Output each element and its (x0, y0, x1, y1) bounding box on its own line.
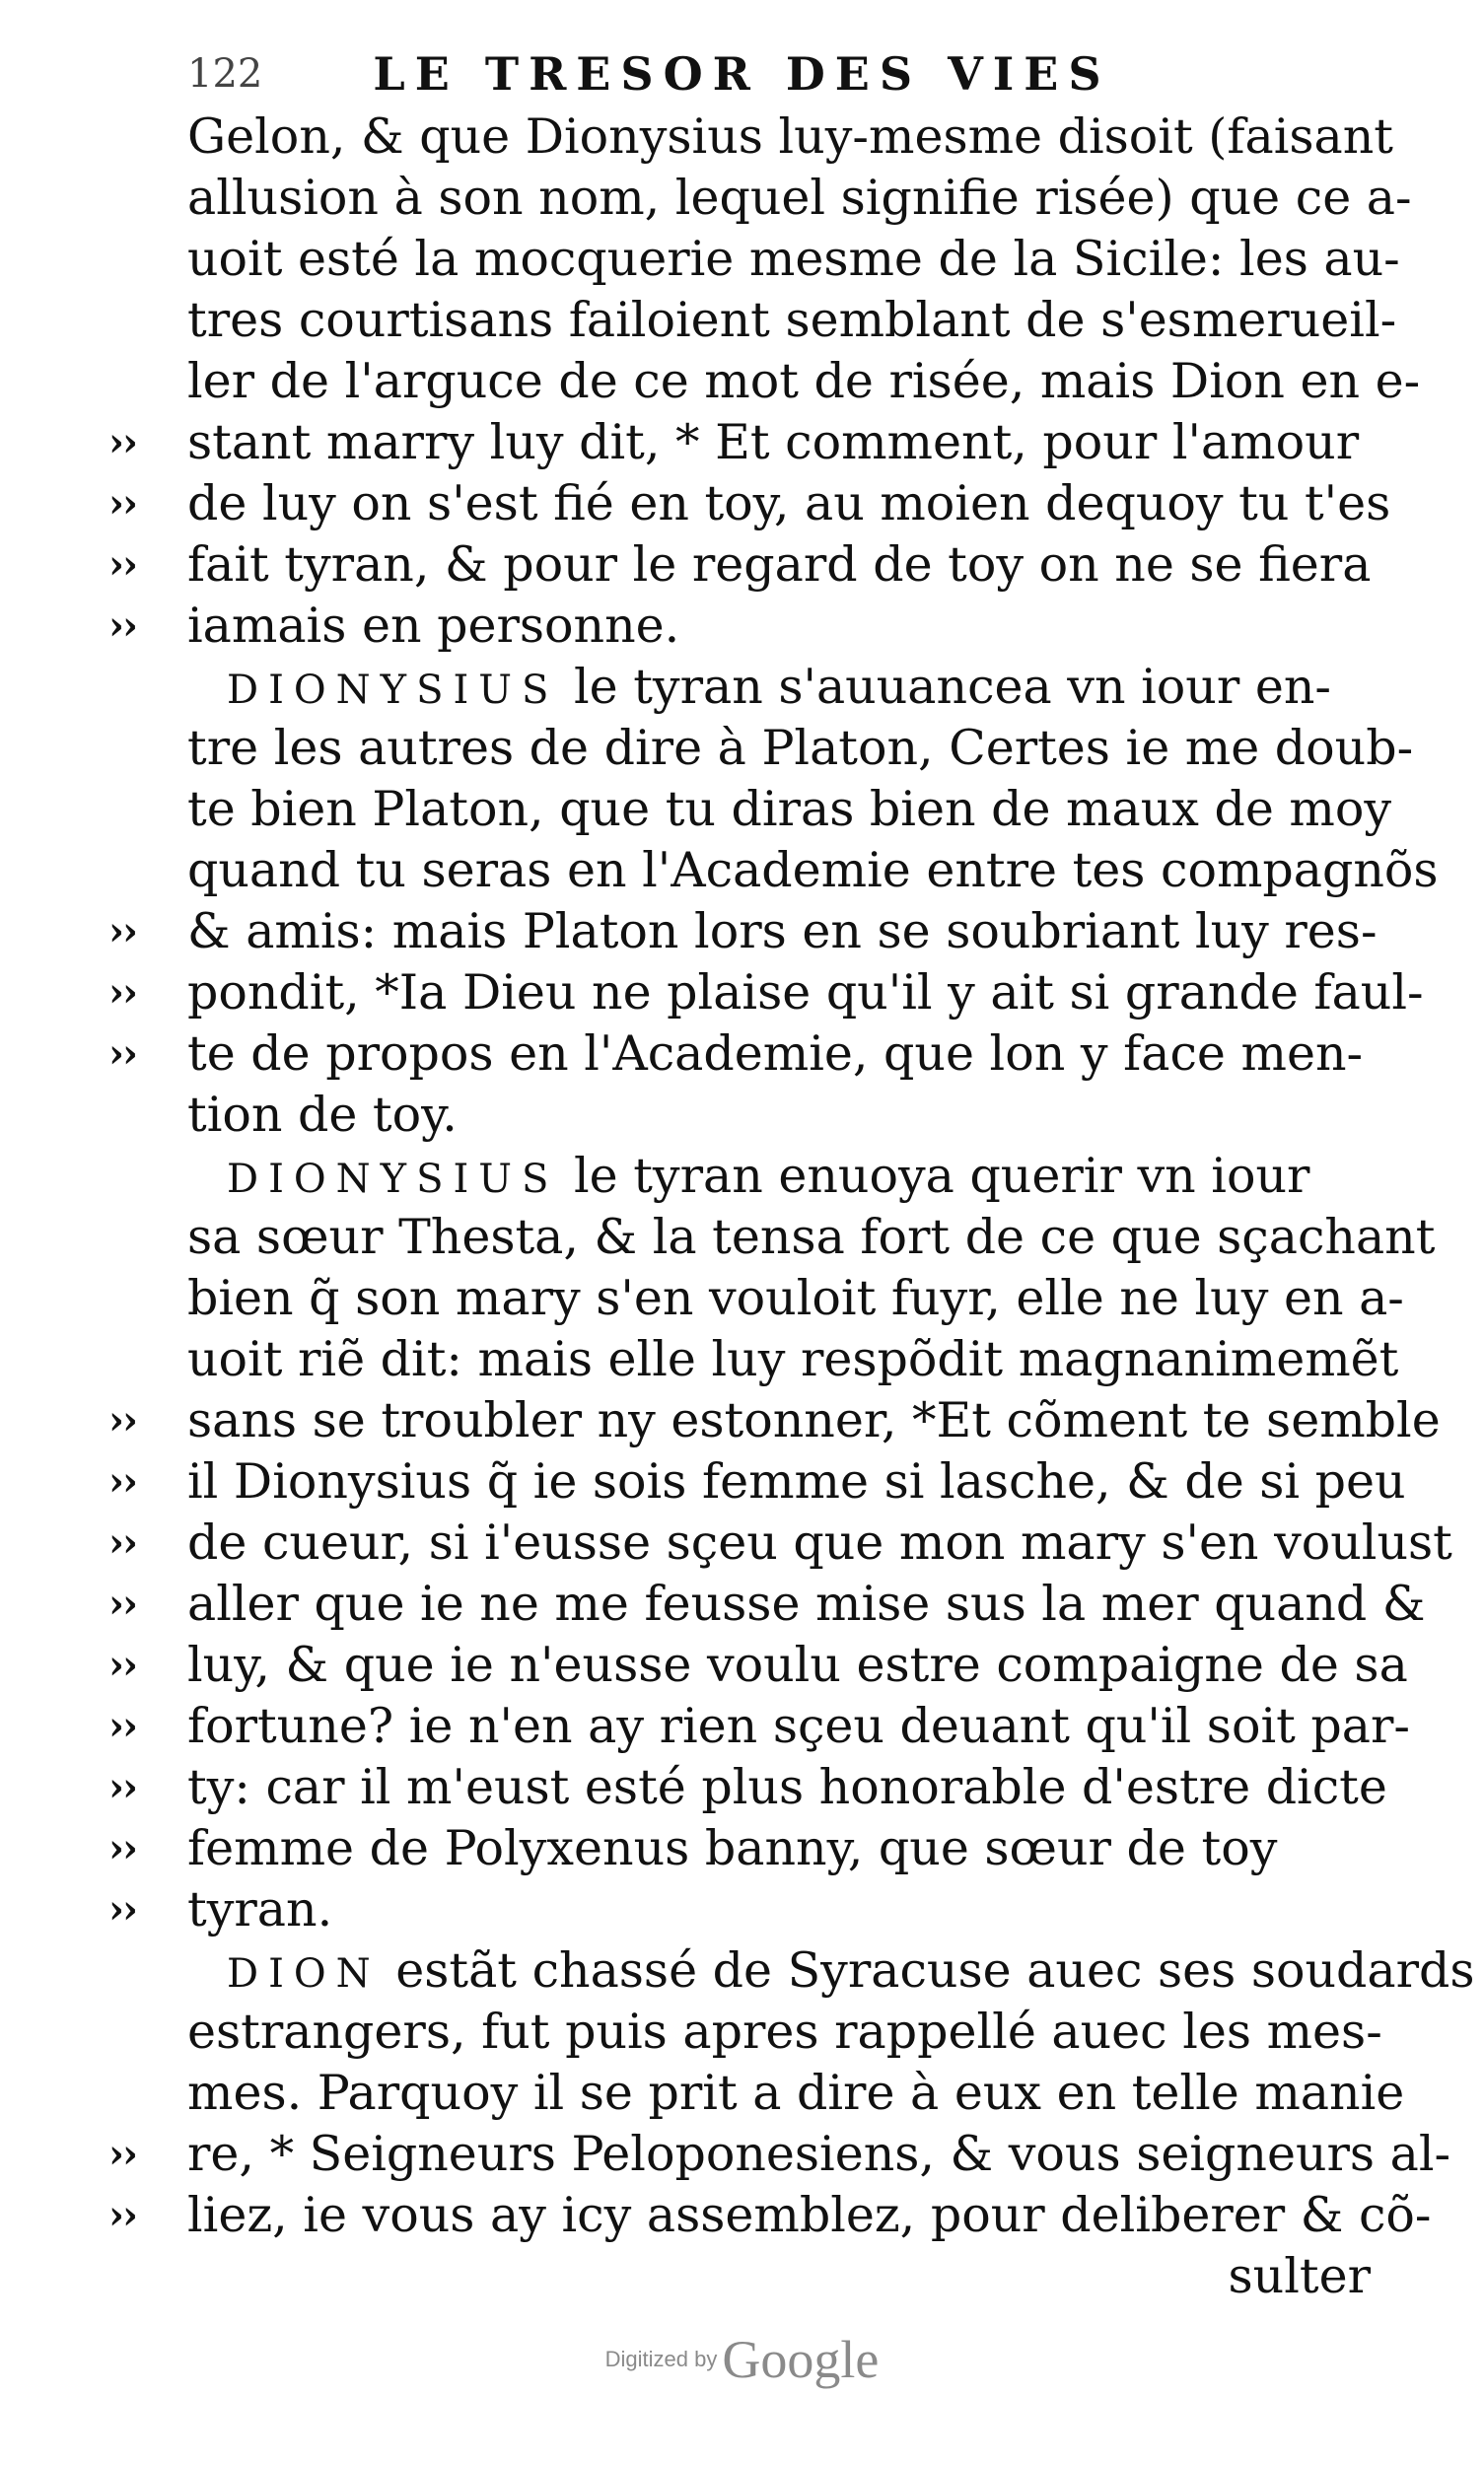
line-text: stant marry luy dit, * Et comment, pour l'amour (187, 414, 1360, 470)
line-text: Gelon, & que Dionysius luy-mesme disoit (faisant (187, 108, 1393, 165)
text-line (187, 1207, 1436, 1268)
small-caps-name: DION (227, 1951, 381, 1997)
marginal-quote-mark: ›› (108, 1703, 136, 1749)
line-text: luy, & que ie n'eusse voulu estre compaigne de sa (187, 1637, 1408, 1693)
marginal-quote-mark: ›› (108, 1825, 136, 1871)
line-text: mes. Parquoy il se prit a dire à eux en telle manie (187, 2065, 1405, 2121)
line-text: tre les autres de dire à Platon, Certes ie me doub- (187, 720, 1414, 776)
text-line (108, 1818, 1371, 1879)
text-line (187, 290, 1397, 351)
marginal-quote-mark: ›› (108, 969, 136, 1016)
line-text: fortune? ie n'en ay rien sçeu deuant qu'il soit par- (187, 1698, 1410, 1754)
text-line (108, 1879, 1371, 1940)
line-text: le tyran s'auuancea vn iour en- (573, 659, 1331, 715)
running-head: LE TRESOR DES VIES (373, 47, 1111, 101)
line-text: iamais en personne. (187, 598, 680, 654)
line-text: uoit esté la mocquerie mesme de la Sicile: les au- (187, 231, 1400, 287)
line-text: sans se troubler ny estonner, *Et cõment te semble (187, 1392, 1441, 1448)
text-line (108, 596, 1371, 657)
line-text: tres courtisans failoient semblant de s'esmerueil- (187, 292, 1397, 348)
marginal-quote-mark: ›› (108, 419, 136, 465)
marginal-quote-mark: ›› (108, 480, 136, 527)
text-block (108, 106, 1475, 2307)
paragraph-first-line (187, 1940, 1475, 2002)
marginal-quote-mark: ›› (108, 1458, 136, 1505)
text-line (187, 2063, 1405, 2124)
page-number: 122 (187, 51, 263, 97)
text-line (108, 473, 1391, 534)
text-line (108, 901, 1378, 962)
text-line (187, 1268, 1404, 1329)
text-line (187, 168, 1412, 229)
marginal-quote-mark: ›› (108, 1581, 136, 1627)
line-text: de cueur, si i'eusse sçeu que mon mary s'en voulust (187, 1514, 1452, 1571)
text-line (187, 229, 1400, 290)
line-text: & amis: mais Platon lors en se soubriant luy res- (187, 903, 1378, 959)
text-line (108, 1513, 1452, 1574)
line-text: estãt chassé de Syracuse auec ses soudards (395, 1942, 1475, 1999)
marginal-quote-mark: ›› (108, 1886, 136, 1933)
line-text: re, * Seigneurs Peloponesiens, & vous seigneurs al- (187, 2126, 1451, 2182)
text-line (187, 1085, 1371, 1146)
text-line (108, 1574, 1426, 1635)
line-text: te bien Platon, que tu diras bien de maux de moy (187, 781, 1392, 837)
line-text: uoit riẽ dit: mais elle luy respõdit magnanimemẽt (187, 1331, 1399, 1387)
small-caps-name: DIONYSIUS (227, 668, 559, 713)
marginal-quote-mark: ›› (108, 541, 136, 588)
line-text: de luy on s'est fié en toy, au moien dequoy tu t'es (187, 475, 1391, 531)
line-text: tion de toy. (187, 1087, 458, 1143)
text-line (108, 412, 1371, 473)
line-text: fait tyran, & pour le regard de toy on ne se fiera (187, 536, 1372, 593)
marginal-quote-mark: ›› (108, 1519, 136, 1566)
paragraph-first-line (187, 1146, 1371, 1207)
text-line (108, 1451, 1406, 1513)
text-line (108, 962, 1424, 1023)
line-text: allusion à son nom, lequel signifie risée) que ce a- (187, 170, 1412, 226)
text-line (187, 779, 1392, 840)
text-line (187, 106, 1393, 168)
digitized-label: Digitized by (604, 2347, 718, 2371)
text-line (108, 2124, 1451, 2185)
line-text: estrangers, fut puis apres rappellé auec les mes- (187, 2004, 1382, 2060)
digitized-footer (0, 2329, 1484, 2390)
text-line (187, 718, 1414, 779)
text-line (108, 1757, 1387, 1818)
line-text: tyran. (187, 1881, 333, 1937)
line-text: aller que ie ne me feusse mise sus la mer quand & (187, 1576, 1426, 1632)
text-line (187, 840, 1439, 901)
marginal-quote-mark: ›› (108, 1642, 136, 1688)
text-line (187, 2002, 1382, 2063)
line-text: le tyran enuoya querir vn iour (573, 1148, 1310, 1204)
line-text: bien q̃ son mary s'en vouloit fuyr, elle ne luy en a- (187, 1270, 1404, 1326)
line-text: te de propos en l'Academie, que lon y face men- (187, 1025, 1364, 1082)
paragraph-first-line (187, 657, 1371, 718)
marginal-quote-mark: ›› (108, 602, 136, 649)
marginal-quote-mark: ›› (108, 1397, 136, 1444)
line-text: femme de Polyxenus banny, que sœur de toy (187, 1820, 1278, 1876)
marginal-quote-mark: ›› (108, 2192, 136, 2238)
catchword-line (187, 2246, 1371, 2307)
text-line (108, 534, 1372, 596)
text-line (187, 351, 1421, 412)
line-text: sa sœur Thesta, & la tensa fort de ce que sçachant (187, 1209, 1436, 1265)
small-caps-name: DIONYSIUS (227, 1157, 559, 1202)
marginal-quote-mark: ›› (108, 1764, 136, 1810)
marginal-quote-mark: ›› (108, 2131, 136, 2177)
text-line (108, 1696, 1410, 1757)
line-text: ty: car il m'eust esté plus honorable d'estre dicte (187, 1759, 1387, 1815)
marginal-quote-mark: ›› (108, 1030, 136, 1077)
line-text: pondit, *Ia Dieu ne plaise qu'il y ait si grande faul- (187, 964, 1424, 1021)
line-text: il Dionysius q̃ ie sois femme si lasche, & de si peu (187, 1453, 1406, 1510)
line-text: liez, ie vous ay icy assemblez, pour deliberer & cõ- (187, 2187, 1432, 2243)
text-line (108, 2185, 1432, 2246)
marginal-quote-mark: ›› (108, 908, 136, 954)
text-line (108, 1635, 1408, 1696)
line-text: ler de l'arguce de ce mot de risée, mais Dion en e- (187, 353, 1421, 409)
text-line (108, 1023, 1371, 1085)
line-text: quand tu seras en l'Academie entre tes compagnõs (187, 842, 1439, 898)
google-logo: Google (722, 2330, 880, 2389)
text-line (187, 1329, 1399, 1390)
text-line (108, 1390, 1441, 1451)
catchword: sulter (1228, 2248, 1371, 2304)
